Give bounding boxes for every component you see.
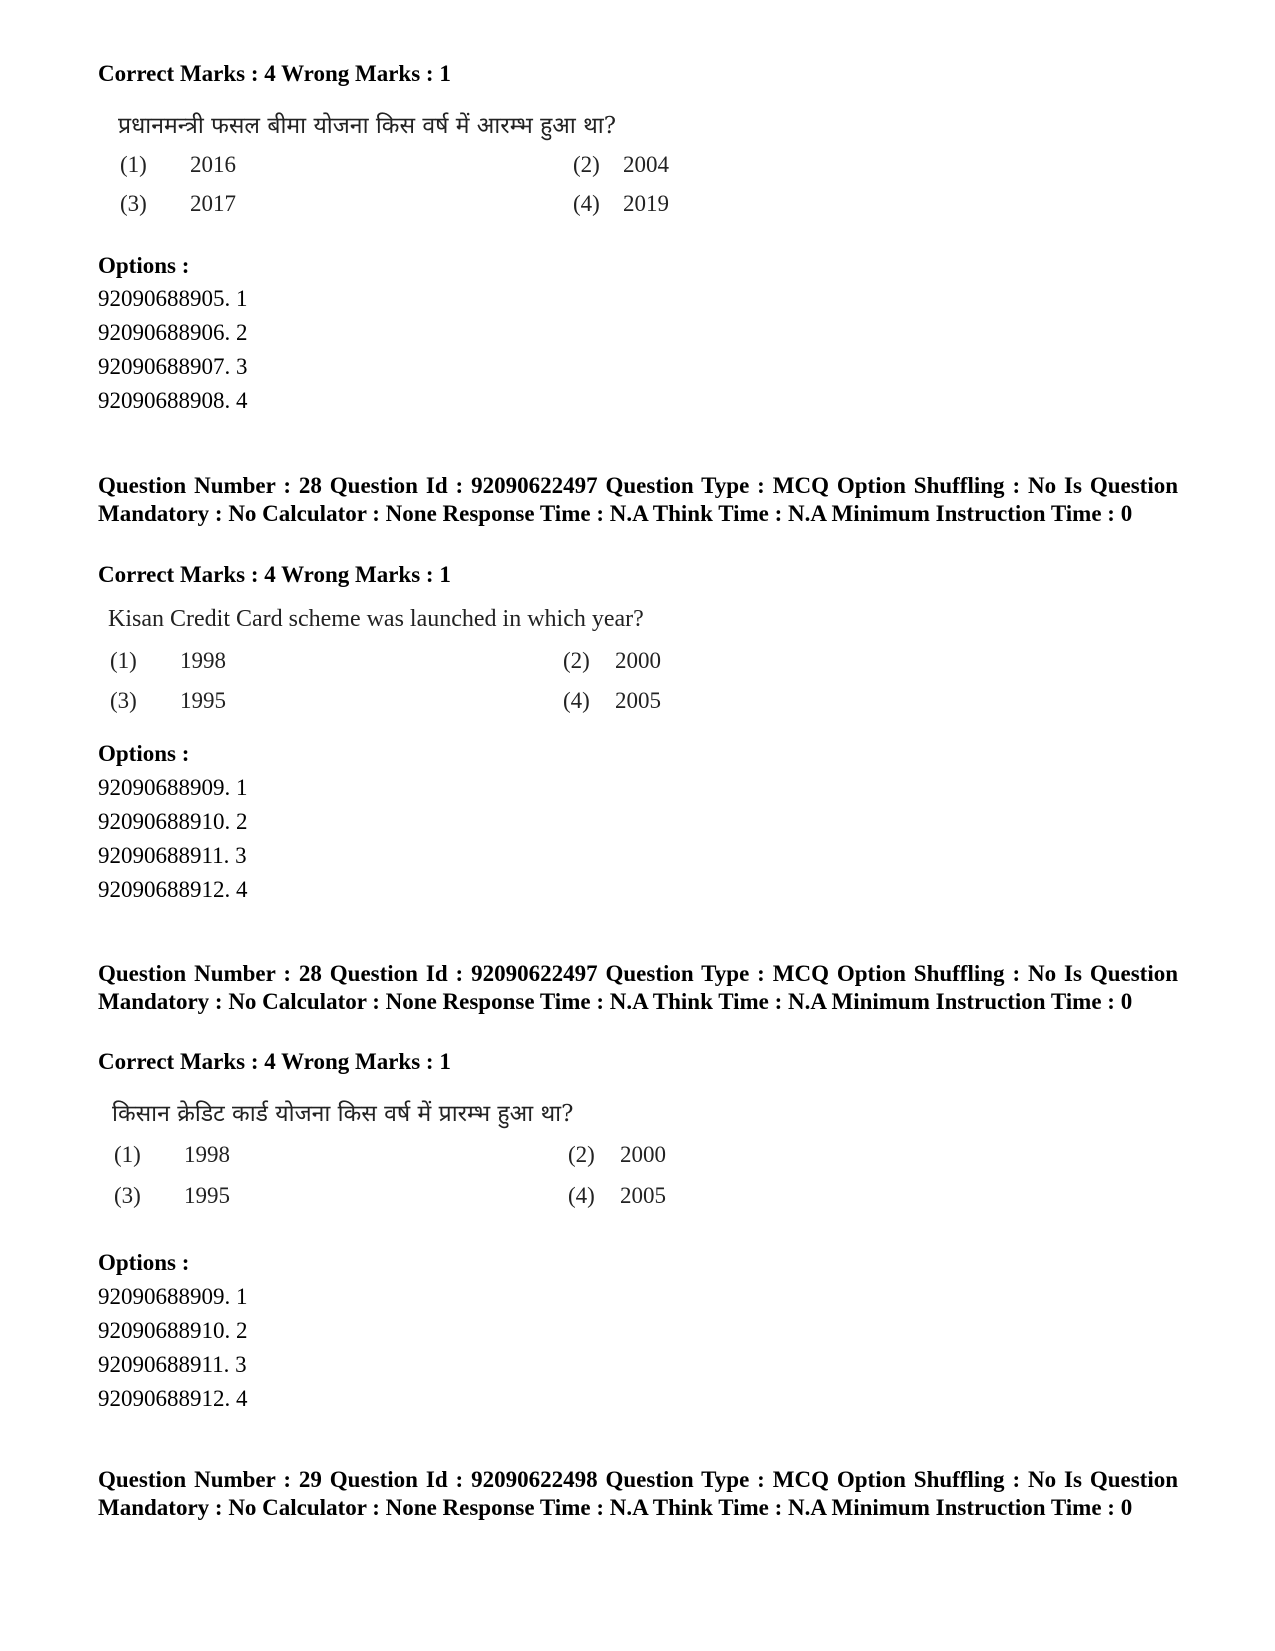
choice-1: (1) 1998 xyxy=(114,1142,230,1167)
options-label: Options : xyxy=(98,741,190,766)
choice-3: (3) 2017 xyxy=(120,191,236,216)
question-text: Kisan Credit Card scheme was launched in which year? xyxy=(108,606,644,632)
choice-3: (3) 1995 xyxy=(110,688,226,713)
option-id: 92090688911. 3 xyxy=(98,1352,247,1377)
option-id: 92090688909. 1 xyxy=(98,775,248,800)
marks-line: Correct Marks : 4 Wrong Marks : 1 xyxy=(98,562,451,587)
choice-2: (2) 2004 xyxy=(573,152,669,177)
option-id: 92090688911. 3 xyxy=(98,843,247,868)
option-id: 92090688910. 2 xyxy=(98,809,248,834)
choice-1: (1) 1998 xyxy=(110,648,226,673)
question-text: प्रधानमन्त्री फसल बीमा योजना किस वर्ष में आरम्भ हुआ था? xyxy=(118,113,617,139)
option-id: 92090688906. 2 xyxy=(98,320,248,345)
question-text: किसान क्रेडिट कार्ड योजना किस वर्ष में प्रारम्भ हुआ था? xyxy=(112,1101,574,1127)
marks-line: Correct Marks : 4 Wrong Marks : 1 xyxy=(98,61,451,86)
choice-4: (4) 2005 xyxy=(568,1183,666,1208)
option-id: 92090688907. 3 xyxy=(98,354,248,379)
choice-3: (3) 1995 xyxy=(114,1183,230,1208)
choice-4: (4) 2005 xyxy=(563,688,661,713)
option-id: 92090688910. 2 xyxy=(98,1318,248,1343)
option-id: 92090688912. 4 xyxy=(98,877,248,902)
question-header: Question Number : 28 Question Id : 92090622497 Question Type : MCQ Option Shuffling : No Is Question Mandatory : No Calculator : None Response Time : N.A Think Time : N.A Minimum Instruction Time : 0 xyxy=(98,473,1178,526)
option-id: 92090688912. 4 xyxy=(98,1386,248,1411)
options-label: Options : xyxy=(98,253,190,278)
choice-4: (4) 2019 xyxy=(573,191,669,216)
choice-1: (1) 2016 xyxy=(120,152,236,177)
options-label: Options : xyxy=(98,1250,190,1275)
option-id: 92090688905. 1 xyxy=(98,286,248,311)
choice-2: (2) 2000 xyxy=(568,1142,666,1167)
marks-line: Correct Marks : 4 Wrong Marks : 1 xyxy=(98,1049,451,1074)
question-header: Question Number : 29 Question Id : 92090622498 Question Type : MCQ Option Shuffling : No Is Question Mandatory : No Calculator : None Response Time : N.A Think Time : N.A Minimum Instruction Time : 0 xyxy=(98,1467,1178,1520)
option-id: 92090688909. 1 xyxy=(98,1284,248,1309)
choice-2: (2) 2000 xyxy=(563,648,661,673)
option-id: 92090688908. 4 xyxy=(98,388,248,413)
question-header: Question Number : 28 Question Id : 92090622497 Question Type : MCQ Option Shuffling : No Is Question Mandatory : No Calculator : None Response Time : N.A Think Time : N.A Minimum Instruction Time : 0 xyxy=(98,961,1178,1014)
